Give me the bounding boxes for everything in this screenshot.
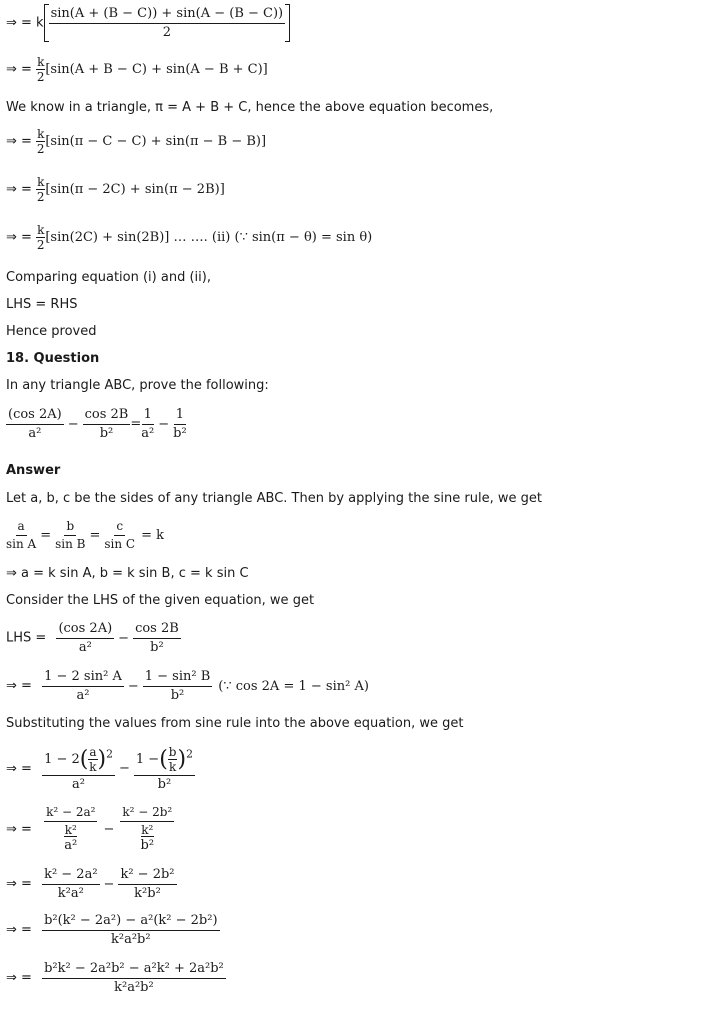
- numerator: sin(A + (B − C)) + sin(A − (B − C)): [49, 7, 286, 24]
- den: k²a²b²: [114, 979, 154, 995]
- num: 1 − sin² B: [143, 670, 213, 687]
- fraction-2: [134, 746, 195, 792]
- equation-line-5: [6, 176, 225, 203]
- fraction-c: [104, 520, 135, 550]
- fraction-3: [141, 408, 154, 440]
- fraction-1: [56, 622, 114, 654]
- den: a²: [28, 425, 42, 441]
- equals-sign: =: [40, 527, 52, 543]
- equals-k: = k: [141, 527, 165, 543]
- right-bracket: [285, 4, 290, 42]
- text-line-8: LHS = RHS: [6, 297, 78, 312]
- num: [118, 806, 176, 836]
- num: [42, 806, 99, 836]
- k-num: k: [37, 55, 45, 69]
- inner-fraction: [44, 806, 97, 836]
- num: 1: [174, 408, 186, 425]
- implies-equals: ⇒ =: [6, 134, 32, 149]
- minus-sign: −: [158, 416, 170, 432]
- num: 1 − 2( $\frac{a}{k}$ )$^2$: [44, 745, 113, 774]
- exponent: 2: [186, 747, 193, 761]
- b-var: b: [168, 745, 177, 759]
- k-over-2: [36, 224, 45, 251]
- den: b²: [157, 777, 172, 792]
- equation-line-25: [6, 962, 226, 994]
- den: sin B: [55, 536, 86, 551]
- den: a²: [141, 425, 155, 441]
- k-over-2: [36, 176, 45, 203]
- num: cos 2B: [133, 622, 181, 639]
- num: b²k² − 2a²b² − a²k² + 2a²b²: [42, 962, 226, 979]
- exponent: 2: [106, 747, 113, 761]
- text-line-16: ⇒ a = k sin A, b = k sin B, c = k sin C: [6, 566, 249, 581]
- sine-rule-equation: [6, 520, 164, 550]
- minus-sign: −: [119, 761, 130, 777]
- implies-k: ⇒ = k: [6, 15, 44, 31]
- expression: [sin(A + B − C) + sin(A − B + C)]: [45, 62, 268, 77]
- inner-den: k²: [64, 822, 77, 837]
- den: b²: [170, 687, 185, 703]
- equation-line-4: [6, 128, 266, 155]
- fraction-2: [133, 622, 181, 654]
- minus-sign: −: [67, 416, 79, 432]
- k-over-2: [36, 128, 45, 155]
- expression: [sin(π − 2C) + sin(π − 2B)]: [45, 182, 225, 197]
- num: (cos 2A): [6, 408, 64, 425]
- fraction-2: [118, 868, 176, 900]
- implies-equals: ⇒ =: [6, 922, 32, 938]
- num: cos 2B: [83, 408, 131, 425]
- num: c: [114, 520, 125, 536]
- den: b²: [150, 639, 164, 655]
- inner-num: k² − 2b²: [120, 806, 174, 822]
- coef: 1 − 2: [44, 752, 80, 767]
- equation-line-2: [6, 56, 268, 83]
- k-den: 2: [36, 190, 45, 204]
- num: 1 − 2 sin² A: [42, 670, 124, 687]
- answer-heading: Answer: [6, 463, 61, 478]
- equation-line-1: [6, 4, 290, 42]
- k-var: k: [169, 760, 177, 774]
- equals-sign: =: [130, 416, 142, 432]
- den: b²: [140, 838, 155, 854]
- implies-equals: ⇒ =: [6, 182, 32, 197]
- fraction-4: [173, 408, 187, 440]
- den: sin A: [6, 536, 37, 551]
- num: 1: [142, 408, 154, 425]
- k-den: 2: [36, 70, 45, 84]
- den: a²: [78, 639, 92, 655]
- lhs-label: LHS =: [6, 630, 47, 646]
- k-over-2: [36, 56, 45, 83]
- implies-equals: ⇒ =: [6, 62, 32, 77]
- fraction-1: [42, 746, 115, 792]
- text-line-3: We know in a triangle, π = A + B + C, hence the above equation becomes,: [6, 100, 494, 115]
- fraction-2: [83, 408, 131, 440]
- a-over-k: [88, 746, 97, 773]
- equation-line-21: [6, 746, 195, 792]
- inner-num: k² − 2a²: [44, 806, 97, 822]
- k-var: k: [89, 760, 97, 774]
- text-line-17: Consider the LHS of the given equation, we get: [6, 593, 315, 608]
- text-line-9: Hence proved: [6, 324, 97, 339]
- text-line-7: Comparing equation (i) and (ii),: [6, 270, 211, 285]
- text-line-14: Let a, b, c be the sides of any triangle ABC. Then by applying the sine rule, we get: [6, 491, 542, 506]
- fraction-1: [42, 670, 124, 702]
- fraction-a: [6, 520, 36, 550]
- num: a: [16, 520, 27, 536]
- text-line-20: Substituting the values from sine rule into the above equation, we get: [6, 716, 464, 731]
- den: sin C: [104, 536, 136, 551]
- fraction-b: [55, 520, 85, 550]
- k-den: 2: [36, 142, 45, 156]
- k-den: 2: [36, 238, 45, 252]
- implies-equals: ⇒ =: [6, 761, 32, 777]
- question-statement: In any triangle ABC, prove the following:: [6, 378, 269, 393]
- num: (cos 2A): [56, 622, 114, 639]
- implies-equals: ⇒ =: [6, 876, 32, 892]
- compound-fraction-2: [118, 806, 176, 853]
- num: b²(k² − 2a²) − a²(k² − 2b²): [42, 914, 219, 931]
- den: b²: [99, 425, 114, 441]
- minus-sign: −: [103, 876, 115, 892]
- inner-fraction: [120, 806, 174, 836]
- a-var: a: [89, 745, 97, 759]
- k-num: k: [37, 223, 45, 237]
- inner-den: k²: [141, 822, 154, 837]
- equals-sign: =: [89, 527, 101, 543]
- minus-sign: −: [103, 821, 115, 837]
- k-num: k: [37, 175, 45, 189]
- question-heading: 18. Question: [6, 351, 100, 366]
- expression: [sin(π − C − C) + sin(π − B − B)]: [45, 134, 267, 149]
- den: a²: [64, 838, 78, 854]
- minus-sign: −: [118, 630, 130, 646]
- den: b²: [173, 425, 187, 441]
- equation-line-19: [6, 670, 369, 702]
- fraction: [42, 962, 226, 994]
- equation-line-22: [6, 806, 176, 853]
- expression: [sin(2C) + sin(2B)] … …. (ii) (∵ sin(π − θ) = sin θ): [45, 230, 373, 245]
- fraction-1: [6, 408, 64, 440]
- implies-equals: ⇒ =: [6, 230, 32, 245]
- fraction-2: [143, 670, 213, 702]
- lhs-equation: [6, 622, 181, 654]
- den: a²: [76, 687, 90, 703]
- fraction: [49, 7, 286, 39]
- num: k² − 2b²: [118, 868, 176, 885]
- question-equation: [6, 408, 187, 440]
- coef: 1 −: [135, 752, 160, 767]
- k-num: k: [37, 127, 45, 141]
- den: k²b²: [134, 885, 161, 901]
- num: 1 −( $\frac{b}{k}$ )$^2$: [135, 745, 193, 774]
- fraction-1: [42, 868, 99, 900]
- compound-fraction-1: [42, 806, 99, 853]
- implies-equals: ⇒ =: [6, 970, 32, 986]
- denominator: 2: [162, 24, 171, 40]
- equation-line-23: [6, 868, 177, 900]
- minus-sign: −: [127, 678, 139, 694]
- fraction: [42, 914, 219, 946]
- den: k²a²: [57, 885, 84, 901]
- den: k²a²b²: [111, 931, 151, 947]
- justification: (∵ cos 2A = 1 − sin² A): [218, 678, 369, 694]
- num: b: [64, 520, 76, 536]
- den: a²: [72, 777, 86, 792]
- implies-equals: ⇒ =: [6, 821, 32, 837]
- equation-line-24: [6, 914, 220, 946]
- num: k² − 2a²: [42, 868, 99, 885]
- equation-line-6: [6, 224, 372, 251]
- implies-equals: ⇒ =: [6, 678, 32, 694]
